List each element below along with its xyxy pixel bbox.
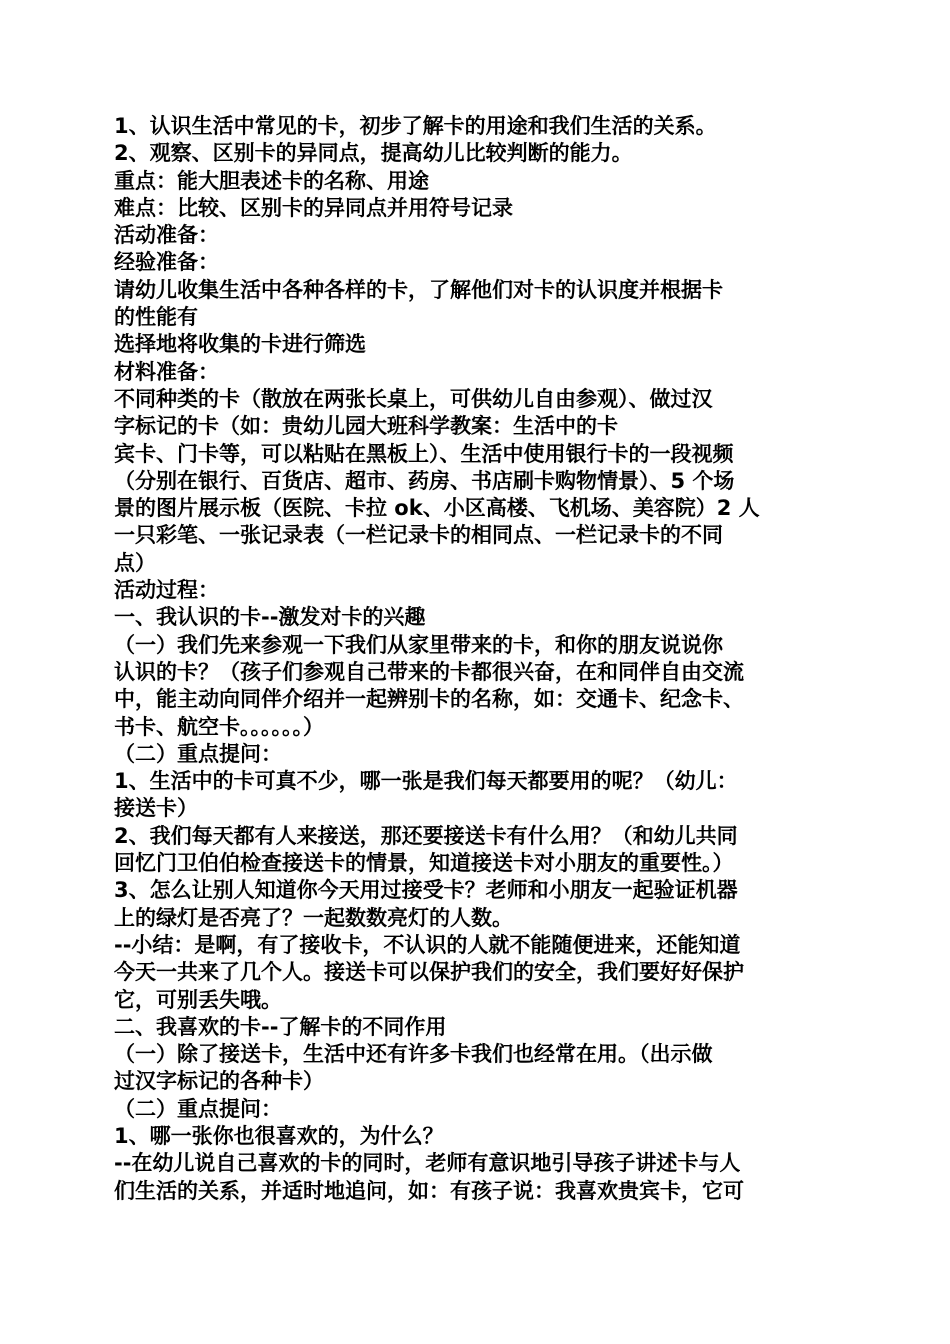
text-line: 2、我们每天都有人来接送，那还要接送卡有什么用？（和幼儿共同	[114, 823, 738, 848]
text-line: 1、认识生活中常见的卡，初步了解卡的用途和我们生活的关系。	[114, 114, 717, 138]
text-line: 2、观察、区别卡的异同点，提高幼儿比较判断的能力。	[114, 141, 633, 166]
text-line: 宾卡、门卡等，可以粘贴在黑板上）、生活中使用银行卡的一段视频	[114, 441, 734, 466]
text-line: 中，能主动向同伴介绍并一起辨别卡的名称，如：交通卡、纪念卡、	[114, 687, 744, 712]
text-line: --在幼儿说自己喜欢的卡的同时，老师有意识地引导孩子讲述卡与人	[114, 1151, 741, 1176]
text-line: 的性能有	[114, 305, 198, 330]
text-line: --小结：是啊，有了接收卡，不认识的人就不能随便进来，还能知道	[114, 932, 741, 957]
text-line: 今天一共来了几个人。接送卡可以保护我们的安全，我们要好好保护	[114, 960, 744, 985]
text-line: 上的绿灯是否亮了？一起数数亮灯的人数。	[114, 905, 513, 930]
text-line: 选择地将收集的卡进行筛选	[114, 332, 366, 357]
text-line: 1、哪一张你也很喜欢的，为什么？	[114, 1123, 444, 1148]
text-line: 1、生活中的卡可真不少，哪一张是我们每天都要用的呢？（幼儿：	[114, 769, 738, 794]
text-line: （一）除了接送卡，生活中还有许多卡我们也经常在用。（出示做	[114, 1042, 713, 1067]
text-line: 字标记的卡（如：贵幼儿园大班科学教案：生活中的卡	[114, 414, 618, 439]
text-line: 一只彩笔、一张记录表（一栏记录卡的相同点、一栏记录卡的不同	[114, 523, 723, 548]
text-line: 3、怎么让别人知道你今天用过接受卡？老师和小朋友一起验证机器	[114, 878, 738, 903]
text-line: 不同种类的卡（散放在两张长桌上，可供幼儿自由参观）、做过汉	[114, 386, 713, 411]
text-line: 一、我认识的卡--激发对卡的兴趣	[114, 605, 426, 630]
text-line: 接送卡）	[114, 796, 198, 821]
text-line: 难点：比较、区别卡的异同点并用符号记录	[114, 195, 513, 220]
text-line: 重点：能大胆表述卡的名称、用途	[114, 168, 429, 193]
text-line: 景的图片展示板（医院、卡拉 ok、小区高楼、飞机场、美容院）2 人	[114, 496, 760, 521]
text-line: （二）重点提问：	[114, 741, 282, 766]
text-line: （二）重点提问：	[114, 1096, 282, 1121]
text-line: 二、我喜欢的卡--了解卡的不同作用	[114, 1014, 447, 1039]
text-line: 它，可别丢失哦。	[114, 987, 282, 1012]
text-line: 点）	[114, 550, 156, 575]
text-line: （一）我们先来参观一下我们从家里带来的卡，和你的朋友说说你	[114, 632, 723, 657]
text-line: 回忆门卫伯伯检查接送卡的情景，知道接送卡对小朋友的重要性。）	[114, 851, 734, 876]
text-line: 材料准备：	[114, 359, 219, 384]
text-line: 们生活的关系，并适时地追问，如：有孩子说：我喜欢贵宾卡，它可	[114, 1178, 744, 1203]
text-line: 书卡、航空卡。。。。。。）	[114, 714, 324, 739]
text-line: 活动过程：	[114, 578, 219, 603]
text-line: 活动准备：	[114, 223, 219, 248]
text-line: 请幼儿收集生活中各种各样的卡，了解他们对卡的认识度并根据卡	[114, 277, 723, 302]
text-line: 认识的卡？（孩子们参观自己带来的卡都很兴奋，在和同伴自由交流	[114, 659, 744, 684]
text-line: 过汉字标记的各种卡）	[114, 1069, 324, 1094]
text-line: （分别在银行、百货店、超市、药房、书店刷卡购物情景）、5 个场	[114, 468, 735, 493]
text-line: 经验准备：	[114, 250, 219, 275]
document-body	[114, 113, 838, 1205]
